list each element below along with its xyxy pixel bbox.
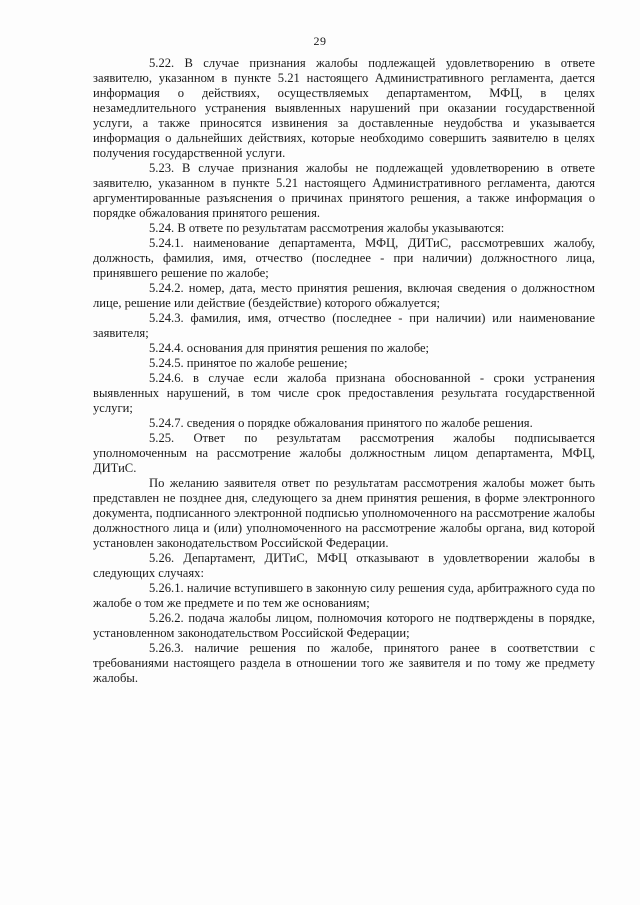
paragraph-5-26: 5.26. Департамент, ДИТиС, МФЦ отказывают в удовлетворении жалобы в следующих случаях: bbox=[93, 551, 595, 580]
paragraph-5-23: 5.23. В случае признания жалобы не подлежащей удовлетворению в ответе заявителю, указанном в пункте 5.21 настоящего Административного регламента, даются аргументированные разъяснения о причинах принятого решения, а также информация о порядке обжалования принятого решения. bbox=[93, 161, 595, 220]
document-body bbox=[93, 56, 595, 686]
paragraph-5-24-1: 5.24.1. наименование департамента, МФЦ, ДИТиС, рассмотревших жалобу, должность, фамилия, имя, отчество (последнее - при наличии) должностного лица, принявшего решение по жалобе; bbox=[93, 236, 595, 280]
page-number: 29 bbox=[313, 34, 327, 48]
paragraph-5-24-5: 5.24.5. принятое по жалобе решение; bbox=[149, 356, 348, 370]
paragraph-5-26-2: 5.26.2. подача жалобы лицом, полномочия которого не подтверждены в порядке, установленном законодательством Российской Федерации; bbox=[93, 611, 595, 640]
paragraph-5-26-3: 5.26.3. наличие решения по жалобе, принятого ранее в соответствии с требованиями настоящего раздела в отношении того же заявителя и по тому же предмету жалобы. bbox=[93, 641, 595, 685]
paragraph-5-22: 5.22. В случае признания жалобы подлежащей удовлетворению в ответе заявителю, указанном в пункте 5.21 настоящего Административного регламента, дается информация о действиях, осуществляемых департаментом, МФЦ, в целях незамедлительного устранения выявленных нарушений при оказании государственной услуги, а также приносятся извинения за доставленные неудобства и указывается информация о дальнейших действиях, которые необходимо совершить заявителю в целях получения государственной услуги. bbox=[93, 56, 595, 160]
paragraph-5-24-4: 5.24.4. основания для принятия решения по жалобе; bbox=[149, 341, 430, 355]
paragraph-5-24: 5.24. В ответе по результатам рассмотрения жалобы указываются: bbox=[149, 221, 505, 235]
paragraph-5-24-2: 5.24.2. номер, дата, место принятия решения, включая сведения о должностном лице, решение или действие (бездействие) которого обжалуется; bbox=[93, 281, 595, 310]
paragraph-electronic-response: По желанию заявителя ответ по результатам рассмотрения жалобы может быть представлен не позднее дня, следующего за днем принятия решения, в форме электронного документа, подписанного электронной подписью уполномоченного на рассмотрение жалобы должностного лица и (или) уполномоченного на рассмотрение жалобы органа, вид которой установлен законодательством Российской Федерации. bbox=[93, 476, 595, 550]
paragraph-5-24-6: 5.24.6. в случае если жалоба признана обоснованной - сроки устранения выявленных нарушений, в том числе срок предоставления результата государственной услуги; bbox=[93, 371, 595, 415]
paragraph-5-24-7: 5.24.7. сведения о порядке обжалования принятого по жалобе решения. bbox=[149, 416, 533, 430]
paragraph-5-26-1: 5.26.1. наличие вступившего в законную силу решения суда, арбитражного суда по жалобе о том же предмете и по тем же основаниям; bbox=[93, 581, 595, 610]
paragraph-5-24-3: 5.24.3. фамилия, имя, отчество (последнее - при наличии) или наименование заявителя; bbox=[93, 311, 595, 340]
paragraph-5-25: 5.25. Ответ по результатам рассмотрения жалобы подписывается уполномоченным на рассмотрение жалобы должностным лицом департамента, МФЦ, ДИТиС. bbox=[93, 431, 595, 475]
